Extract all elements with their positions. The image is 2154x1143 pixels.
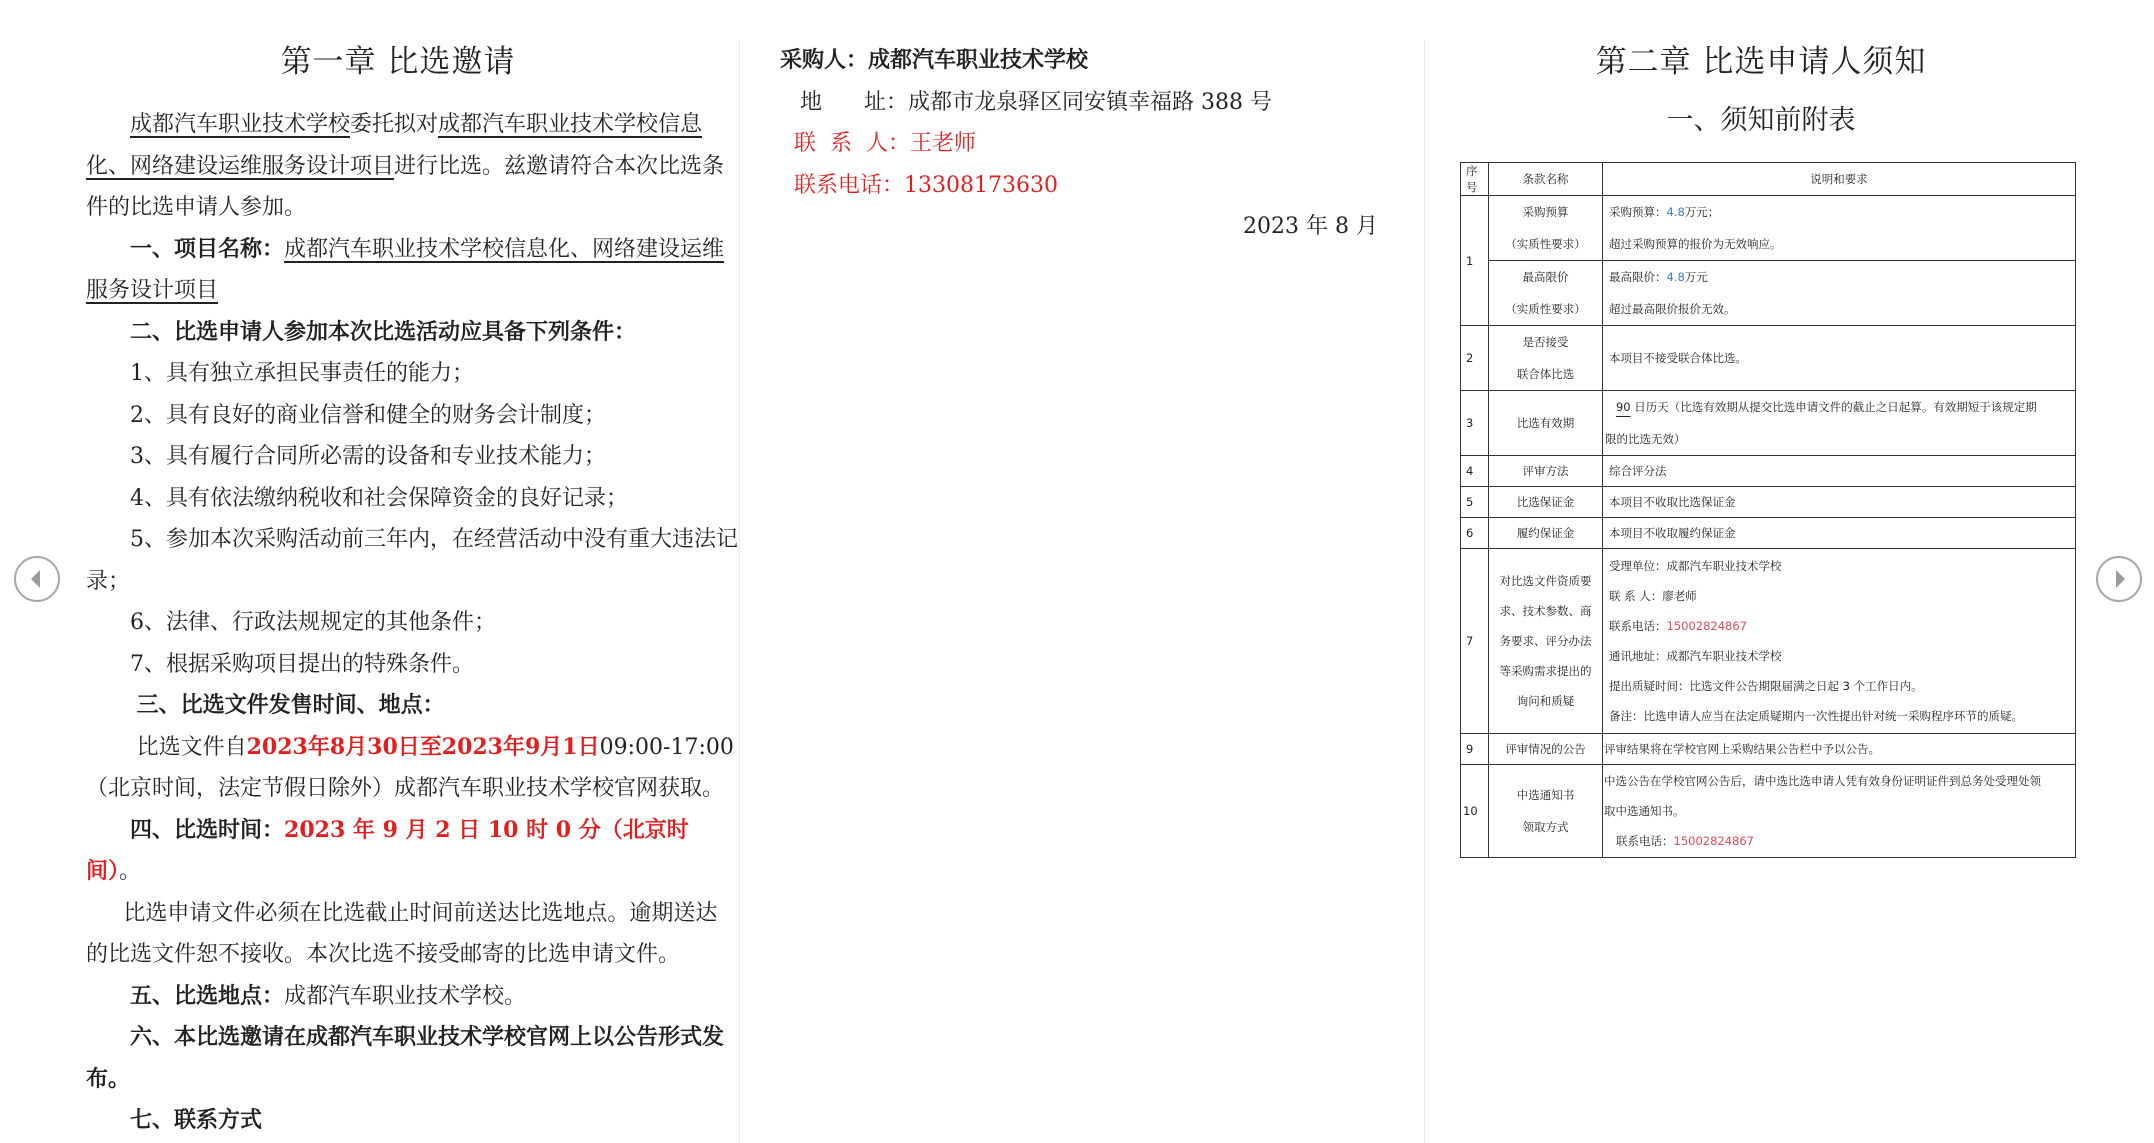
desc-text: 联系电话： xyxy=(1616,834,1674,848)
item-4-end: 。 xyxy=(119,859,142,884)
clause-line: 领取方式 xyxy=(1522,820,1569,834)
validity-days: 90 xyxy=(1615,400,1631,414)
table-row xyxy=(1461,196,2076,261)
address-value: 成都市龙泉驿区同安镇幸福路 388 号 xyxy=(907,89,1272,115)
clause-line: 对比选文件资质要 xyxy=(1499,574,1592,588)
desc-line: 中选公告在学校官网公告后，请中选比选申请人凭有效身份证明证件到总务处受理处领 xyxy=(1604,774,2041,788)
phone-label: 联系电话： xyxy=(794,172,905,198)
sale-date-range: 2023年8月30日至2023年9月1日 xyxy=(246,733,600,760)
clause-line: 务要求、评分办法 xyxy=(1499,634,1592,648)
table-row xyxy=(1461,261,2076,326)
sale-text-1: 比选文件自 xyxy=(136,734,247,760)
clause-line: 等采购需求提出的 xyxy=(1499,664,1592,678)
table-row xyxy=(1461,456,2076,487)
condition-2: 2、具有良好的商业信誉和健全的财务会计制度； xyxy=(130,402,606,428)
chapter-2-title: 第二章 比选申请人须知 xyxy=(1595,44,1927,80)
row-clause: 评审情况的公告 xyxy=(1489,734,1603,765)
item-4-label: 四、比选时间： xyxy=(130,816,285,843)
desc-text: 最高限价： xyxy=(1609,270,1667,284)
row-desc xyxy=(1603,549,2076,734)
row-no: 7 xyxy=(1461,549,1489,734)
school-name: 成都汽车职业技术学校 xyxy=(130,112,351,137)
row-desc xyxy=(1603,765,2076,858)
condition-3: 3、具有履行合同所必需的设备和专业技术能力； xyxy=(130,444,606,469)
desc-line: 超过采购预算的报价为无效响应。 xyxy=(1609,237,1782,251)
desc-line: 受理单位：成都汽车职业技术学校 xyxy=(1609,559,1782,573)
contact-label: 联 系 人： xyxy=(794,131,910,156)
desc-text: 日历天（比选有效期从提交比选申请文件的截止之日起算。有效期短于该规定期 xyxy=(1634,400,2037,414)
table-row xyxy=(1461,734,2076,765)
table-row xyxy=(1461,326,2076,391)
item-1-value: 成都汽车职业技术学校信息化、网络建设运维服务设计项目 xyxy=(86,236,725,303)
row-clause xyxy=(1489,261,1603,326)
page-1 xyxy=(58,0,738,1143)
item-4 xyxy=(86,810,738,893)
phone-value: 13308173630 xyxy=(904,172,1058,198)
clause-line: 是否接受 xyxy=(1522,335,1569,349)
next-page-button[interactable] xyxy=(2096,556,2142,602)
row-clause: 比选有效期 xyxy=(1489,391,1603,456)
intro-text-1: 委托拟对 xyxy=(350,112,439,137)
desc-text: 万元； xyxy=(1684,205,1720,219)
chevron-right-icon xyxy=(2098,558,2140,600)
buyer-label: 采购人： xyxy=(780,47,869,73)
clause-line: 询问和质疑 xyxy=(1516,694,1575,708)
item-5-label: 五、比选地点： xyxy=(130,982,285,1009)
desc-line: 取中选通知书。 xyxy=(1604,804,1685,818)
intro-paragraph xyxy=(86,104,738,229)
item-4-value: 2023 年 9 月 2 日 10 时 0 分（北京时间） xyxy=(86,816,689,884)
sale-paragraph xyxy=(86,727,738,810)
row-no: 3 xyxy=(1461,391,1489,456)
row-no: 10 xyxy=(1461,765,1489,858)
header-clause: 条款名称 xyxy=(1489,163,1603,196)
row-no: 6 xyxy=(1461,518,1489,549)
header-no: 序号 xyxy=(1461,163,1489,196)
table-row xyxy=(1461,549,2076,734)
item-3-label: 三、比选文件发售时间、地点： xyxy=(136,692,445,718)
clause-line: （实质性要求） xyxy=(1505,302,1586,316)
condition-6: 6、法律、行政法规规定的其他条件； xyxy=(130,610,496,635)
contact-value: 王老师 xyxy=(909,131,976,156)
row-clause xyxy=(1489,196,1603,261)
buyer-value: 成都汽车职业技术学校 xyxy=(868,47,1089,73)
row-clause xyxy=(1489,326,1603,391)
instructions-table xyxy=(1460,162,2076,858)
item-1-label: 一、项目名称： xyxy=(130,235,285,262)
table-row xyxy=(1461,518,2076,549)
row-desc xyxy=(1603,391,2076,456)
contact-line xyxy=(794,123,1424,165)
clause-line: （实质性要求） xyxy=(1505,237,1586,251)
row-desc xyxy=(1603,196,2076,261)
row-desc: 本项目不收取履约保证金 xyxy=(1603,518,2076,549)
desc-line: 提出质疑时间：比选文件公告期限届满之日起 3 个工作日内。 xyxy=(1609,679,1923,693)
row-clause: 比选保证金 xyxy=(1489,487,1603,518)
row-desc xyxy=(1603,261,2076,326)
condition-4: 4、具有依法缴纳税收和社会保障资金的良好记录； xyxy=(130,485,628,511)
intro-text-2: 进行比选。兹邀请符合本次比选条件的比选申请人参加。 xyxy=(86,153,725,220)
page-3 xyxy=(1426,0,2096,1143)
item-7: 七、联系方式 xyxy=(130,1107,263,1133)
condition-5: 5、参加本次采购活动前三年内，在经营活动中没有重大违法记录； xyxy=(86,527,738,594)
query-phone-value: 15002824867 xyxy=(1666,619,1747,633)
row-no: 2 xyxy=(1461,326,1489,391)
item-2-label: 二、比选申请人参加本次比选活动应具备下列条件： xyxy=(130,318,637,345)
row-clause xyxy=(1489,765,1603,858)
item-6: 六、本比选邀请在成都汽车职业技术学校官网上以公告形式发布。 xyxy=(86,1024,725,1092)
desc-line: 限的比选无效） xyxy=(1605,432,1686,446)
max-price-value: 4.8 xyxy=(1666,270,1685,284)
desc-text: 万元 xyxy=(1684,270,1708,284)
desc-line: 通讯地址：成都汽车职业技术学校 xyxy=(1609,649,1782,663)
table-header-row xyxy=(1461,163,2076,196)
desc-text: 联系电话： xyxy=(1609,619,1667,633)
budget-value: 4.8 xyxy=(1666,205,1685,219)
condition-1: 1、具有独立承担民事责任的能力； xyxy=(130,361,474,386)
row-clause: 评审方法 xyxy=(1489,456,1603,487)
clause-line: 求、技术参数、商 xyxy=(1499,604,1592,618)
address-line xyxy=(800,82,1424,124)
row-no: 9 xyxy=(1461,734,1489,765)
desc-line: 备注：比选申请人应当在法定质疑期内一次性提出针对统一采购程序环节的质疑。 xyxy=(1609,709,2023,723)
document-date: 2023 年 8 月 xyxy=(1243,214,1378,239)
item-1 xyxy=(86,229,738,312)
deadline-note: 比选申请文件必须在比选截止时间前送达比选地点。逾期送达的比选文件恕不接收。本次比选不接受邮寄的比选申请文件。 xyxy=(86,900,718,967)
row-clause: 履约保证金 xyxy=(1489,518,1603,549)
table-row xyxy=(1461,765,2076,858)
address-label: 地 址： xyxy=(800,89,908,115)
desc-line: 联 系 人：廖老师 xyxy=(1609,589,1697,603)
clause-line: 采购预算 xyxy=(1522,205,1569,219)
page-divider-2 xyxy=(1424,40,1425,1143)
chapter-2-subtitle: 一、须知前附表 xyxy=(1666,105,1856,136)
clause-line: 最高限价 xyxy=(1522,270,1569,284)
clause-line: 中选通知书 xyxy=(1516,788,1575,802)
page-1-body xyxy=(58,104,738,1142)
prev-page-button[interactable] xyxy=(14,556,60,602)
chevron-left-icon xyxy=(16,558,58,600)
row-clause xyxy=(1489,549,1603,734)
buyer-line xyxy=(780,40,1424,82)
header-desc: 说明和要求 xyxy=(1603,163,2076,196)
condition-7: 7、根据采购项目提出的特殊条件。 xyxy=(130,651,474,677)
notice-phone-value: 15002824867 xyxy=(1673,834,1754,848)
page-2 xyxy=(740,0,1424,1143)
page-2-body xyxy=(740,40,1424,248)
desc-text: 采购预算： xyxy=(1609,205,1667,219)
row-desc: 评审结果将在学校官网上采购结果公告栏中予以公告。 xyxy=(1603,734,2076,765)
table-row xyxy=(1461,487,2076,518)
row-desc: 综合评分法 xyxy=(1603,456,2076,487)
phone-line xyxy=(794,165,1424,207)
row-desc: 本项目不接受联合体比选。 xyxy=(1603,326,2076,391)
row-no: 5 xyxy=(1461,487,1489,518)
item-5 xyxy=(86,976,738,1018)
item-5-value: 成都汽车职业技术学校。 xyxy=(284,983,527,1009)
project-name: 成都汽车职业技术学校信息化、网络建设运维服务设计项目 xyxy=(86,112,703,179)
desc-line: 超过最高限价报价无效。 xyxy=(1609,302,1736,316)
row-no: 1 xyxy=(1461,196,1489,326)
row-desc: 本项目不收取比选保证金 xyxy=(1603,487,2076,518)
table-row xyxy=(1461,391,2076,456)
row-no: 4 xyxy=(1461,456,1489,487)
sale-text-2: 09:00-17:00（北京时间，法定节假日除外）成都汽车职业技术学校官网获取。 xyxy=(86,734,734,801)
clause-line: 联合体比选 xyxy=(1516,367,1575,381)
chapter-1-title: 第一章 比选邀请 xyxy=(280,44,516,80)
